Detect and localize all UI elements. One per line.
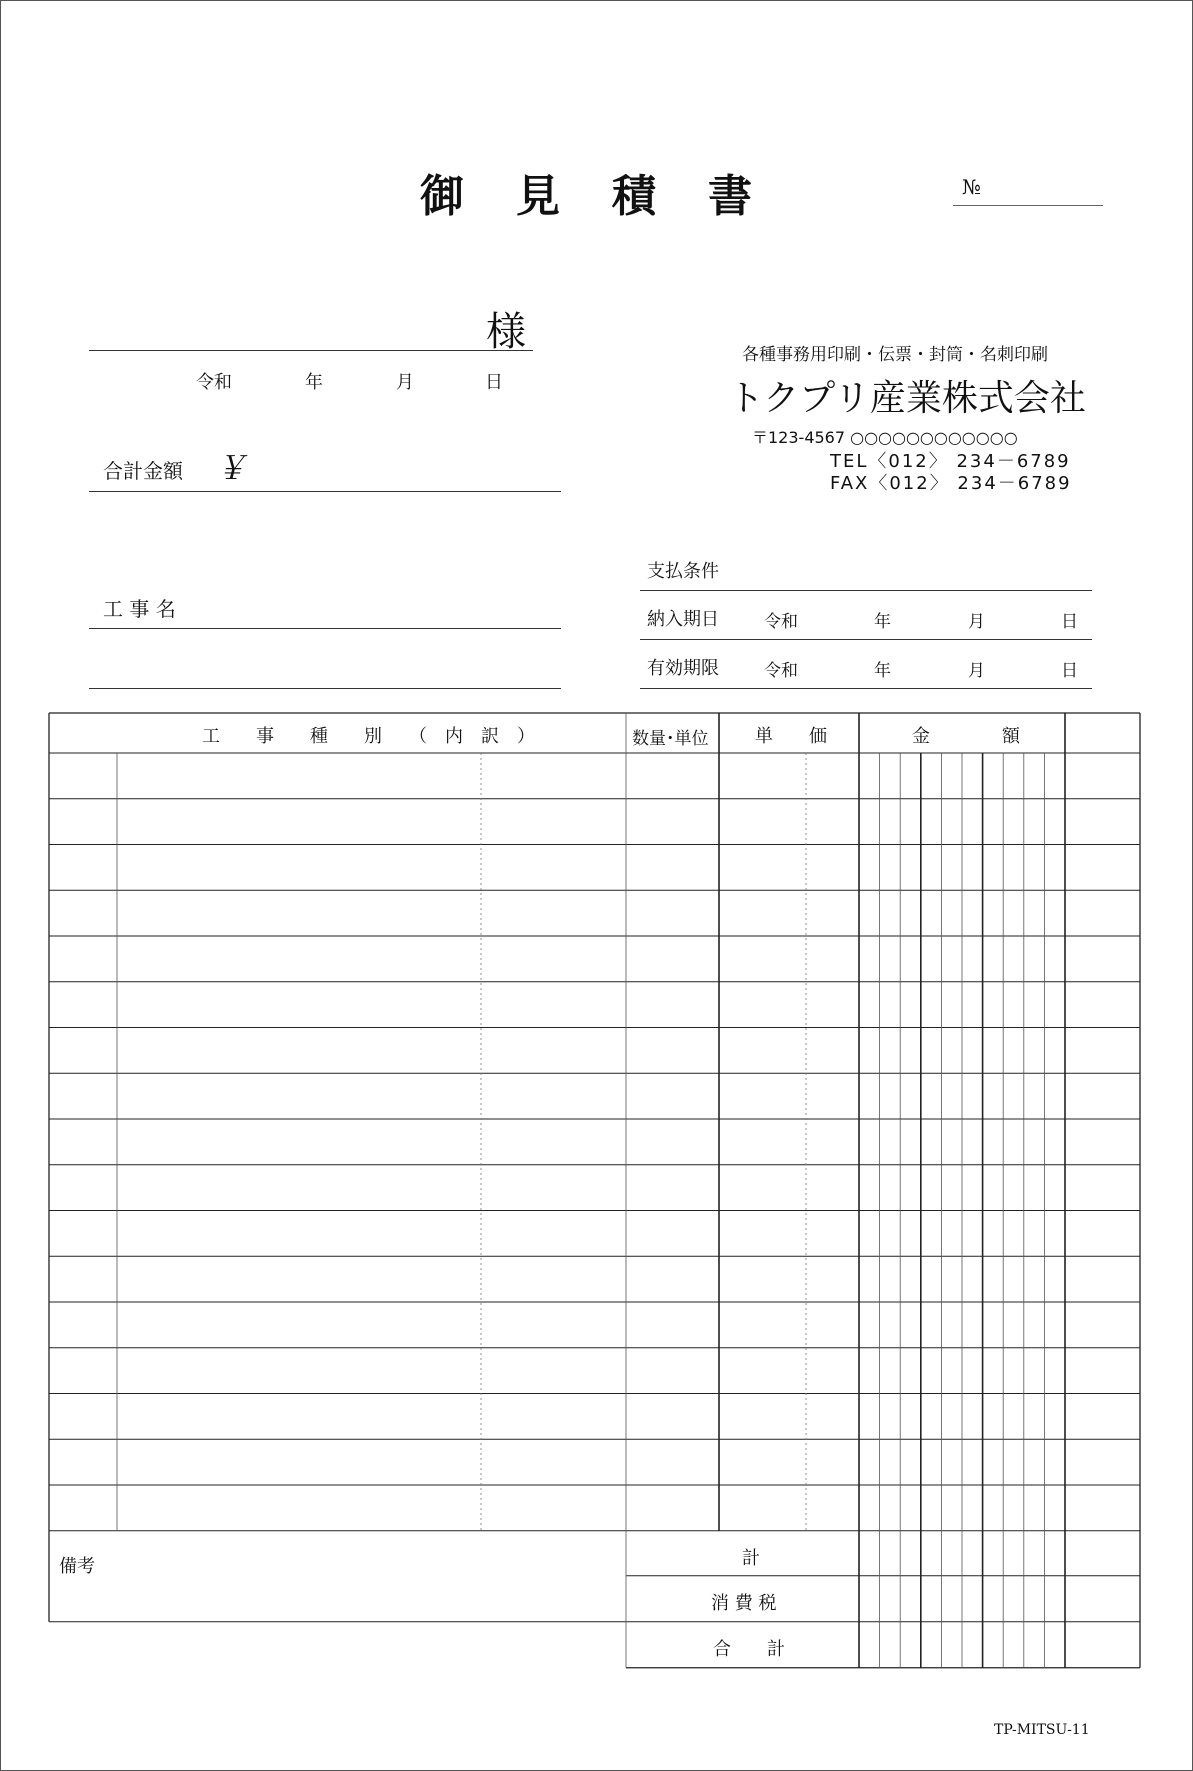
yen-mark: ￥ (215, 449, 248, 487)
header-work-type: 工 事 種 別 （ 内 訳 ） (202, 726, 535, 747)
header-amount: 金 額 (912, 726, 1020, 747)
header-qty-unit: 数量･単位 (632, 729, 709, 749)
company-tagline: 各種事務用印刷・伝票・封筒・名刺印刷 (742, 345, 1048, 365)
grand-total-label: 合 計 (713, 1639, 785, 1660)
total-amount-label: 合計金額 (103, 459, 183, 483)
date-era: 令和 (196, 372, 232, 393)
company-name: トクプリ産業株式会社 (728, 378, 1086, 419)
date-day: 日 (485, 372, 503, 393)
validity-label: 有効期限 (647, 658, 719, 679)
date-year: 年 (305, 372, 323, 393)
payment-terms-label: 支払条件 (647, 561, 719, 582)
project-name-label: 工 事 名 (103, 597, 176, 621)
document-title: 御見積書 (420, 171, 804, 222)
delivery-era: 令和 (764, 612, 798, 632)
delivery-month: 月 (968, 612, 985, 632)
number-label: № (962, 175, 981, 199)
date-month: 月 (396, 372, 414, 393)
form-code: TP-MITSU-11 (994, 1722, 1090, 1738)
delivery-date-label: 納入期日 (647, 609, 719, 630)
subtotal-label: 計 (742, 1548, 760, 1569)
validity-month: 月 (968, 661, 985, 681)
company-tel: TEL〈012〉 234－6789 (830, 451, 1071, 472)
company-address: 〒123-4567 ○○○○○○○○○○○○ (752, 428, 1018, 447)
remarks-label: 備考 (59, 1556, 95, 1577)
validity-year: 年 (874, 661, 891, 681)
company-fax: FAX〈012〉 234－6789 (830, 473, 1072, 494)
validity-day: 日 (1061, 661, 1078, 681)
header-unit-price: 単 価 (755, 726, 827, 747)
tax-label: 消 費 税 (711, 1593, 777, 1614)
delivery-day: 日 (1061, 612, 1078, 632)
recipient-suffix: 様 (486, 309, 526, 355)
delivery-year: 年 (874, 612, 891, 632)
validity-era: 令和 (764, 661, 798, 681)
